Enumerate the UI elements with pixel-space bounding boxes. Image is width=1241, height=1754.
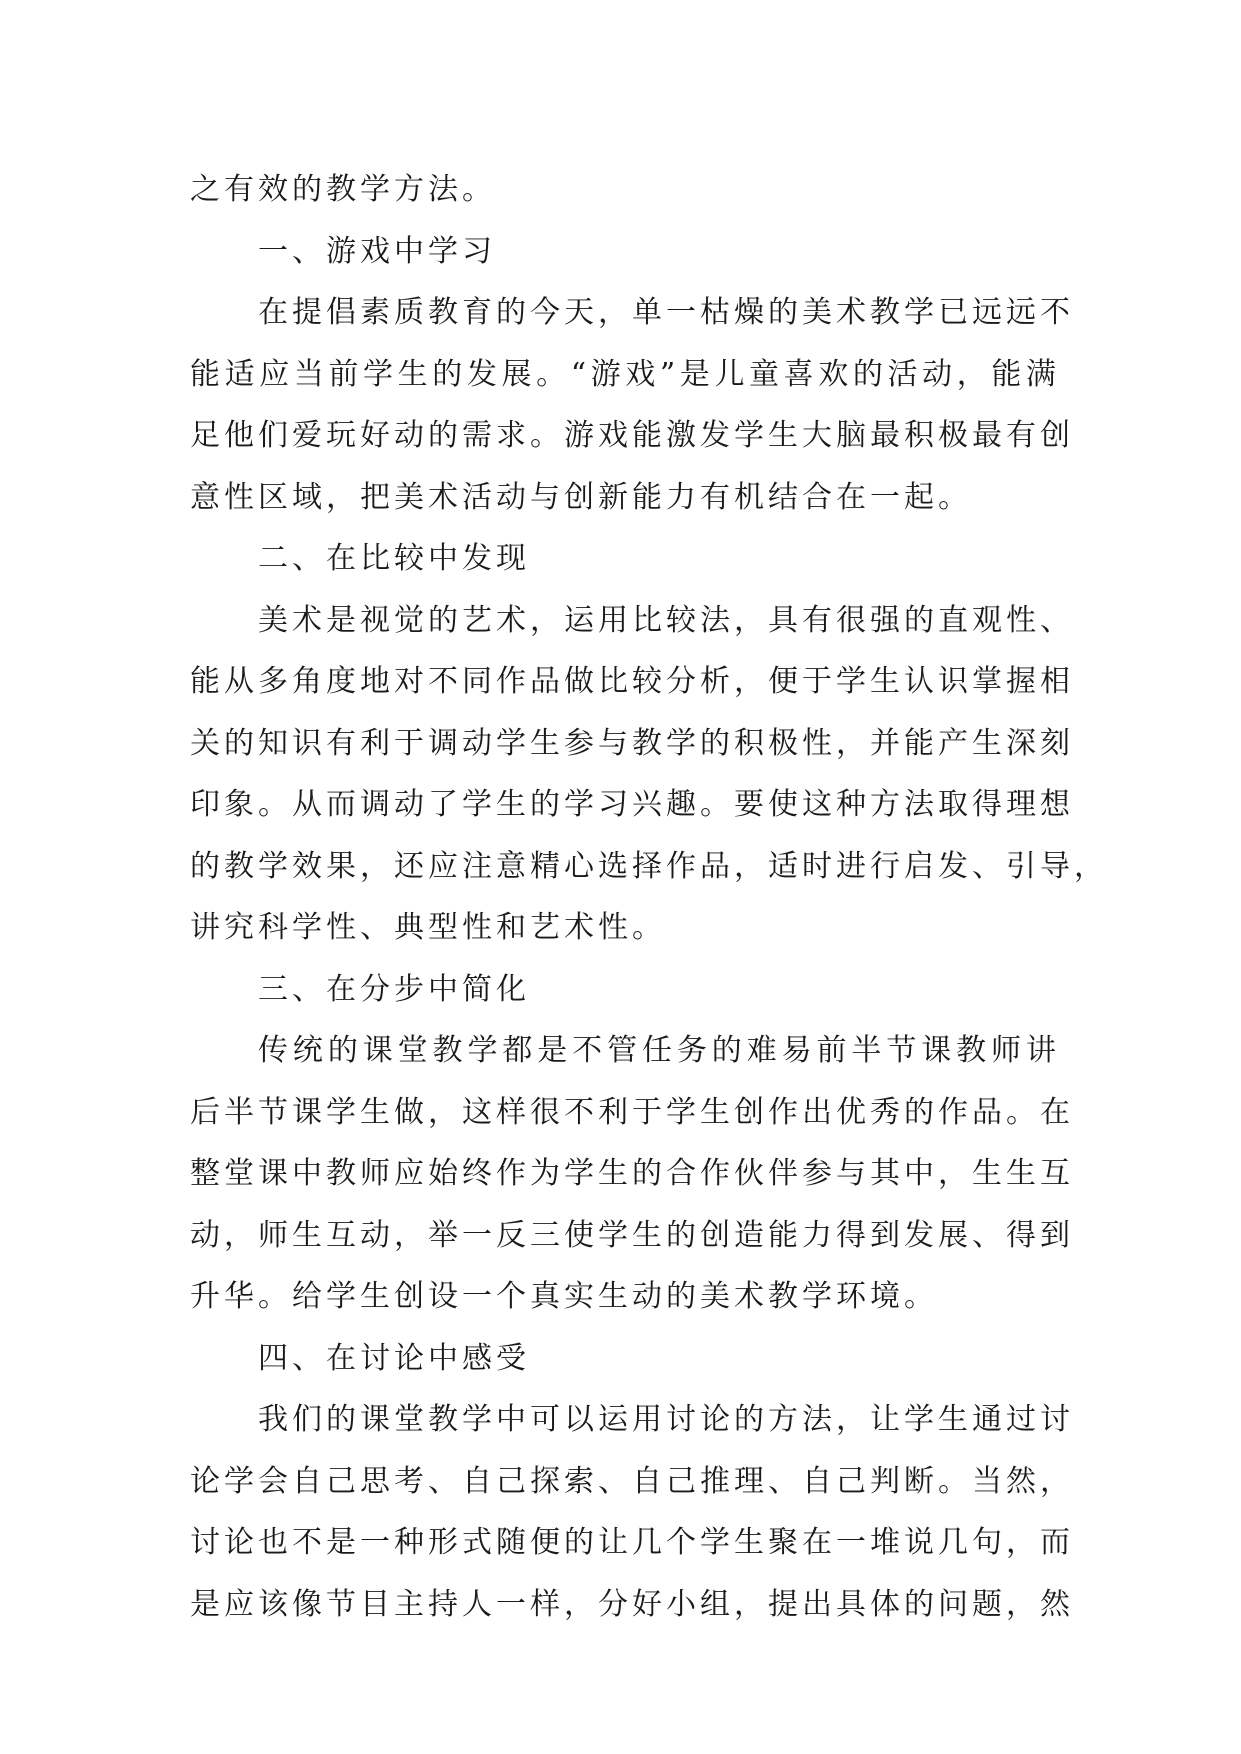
text-line: 后 半 节 课 学 生 做 ， 这 样 很 不 利 于 学 生 创 作 出 优 秀 的 作 品 。 在 (190, 1094, 1074, 1130)
text-line: 动 ， 师 生 互 动 ， 举 一 反 三 使 学 生 的 创 造 能 力 得 到 发 展 、 得 到 (190, 1217, 1074, 1253)
text-line: 是 应 该 像 节 目 主 持 人 一 样 ， 分 好 小 组 ， 提 出 具 体 的 问 题 ， 然 (190, 1586, 1074, 1622)
text-line: 论 学 会 自 己 思 考 、 自 己 探 索 、 自 己 推 理 、 自 己 判 断 。 当 然 ， (190, 1463, 1074, 1499)
text-line: 升华。给学生创设一个真实生动的美术教学环境。 (190, 1279, 938, 1314)
text-line: 传 统 的 课 堂 教 学 都 是 不 管 任 务 的 难 易 前 半 节 课 教 师 讲 (258, 1033, 1060, 1068)
text-line: 讨 论 也 不 是 一 种 形 式 随 便 的 让 几 个 学 生 聚 在 一 堆 说 几 句 ， 而 (190, 1525, 1074, 1560)
text-line: 在 提 倡 素 质 教 育 的 今 天 ， 单 一 枯 燥 的 美 术 教 学 已 远 远 不 (258, 295, 1074, 330)
text-line: 足 他 们 爱 玩 好 动 的 需 求 。 游 戏 能 激 发 学 生 大 脑 最 积 极 最 有 创 (190, 418, 1074, 453)
text-line: 三、在分步中简化 (258, 971, 530, 1007)
text-line: 关 的 知 识 有 利 于 调 动 学 生 参 与 教 学 的 积 极 性 ， 并 能 产 生 深 刻 (190, 725, 1074, 761)
text-line: 二、在比较中发现 (258, 541, 530, 576)
text-line: 讲究科学性、典型性和艺术性。 (190, 910, 666, 945)
text-line: 四、在讨论中感受 (258, 1340, 530, 1376)
text-line: 整 堂 课 中 教 师 应 始 终 作 为 学 生 的 合 作 伙 伴 参 与 其 中 ， 生 生 互 (190, 1156, 1074, 1191)
text-line: 印 象 。 从 而 调 动 了 学 生 的 学 习 兴 趣 。 要 使 这 种 方 法 取 得 理 想 (190, 787, 1074, 822)
text-line: 之有效的教学方法。 (190, 172, 496, 207)
text-line: 能 从 多 角 度 地 对 不 同 作 品 做 比 较 分 析 ， 便 于 学 生 认 识 掌 握 相 (190, 664, 1074, 699)
text-line: 一、游戏中学习 (258, 233, 496, 269)
text-line: 的 教 学 效 果 ， 还 应 注 意 精 心 选 择 作 品 ， 适 时 进 行 启 发 、 引 导 ， (190, 848, 1108, 884)
document-body (190, 159, 1108, 1635)
text-line: 我 们 的 课 堂 教 学 中 可 以 运 用 讨 论 的 方 法 ， 让 学 生 通 过 讨 (258, 1402, 1074, 1437)
text-line: 意性区域，把美术活动与创新能力有机结合在一起。 (190, 479, 972, 515)
text-line: 能 适 应 当 前 学 生 的 发 展 。 “ 游 戏 ” 是 儿 童 喜 欢 的 活 动 ， 能 满 (190, 356, 1060, 392)
text-line: 美 术 是 视 觉 的 艺 术 ， 运 用 比 较 法 ， 具 有 很 强 的 直 观 性 、 (258, 602, 1074, 638)
